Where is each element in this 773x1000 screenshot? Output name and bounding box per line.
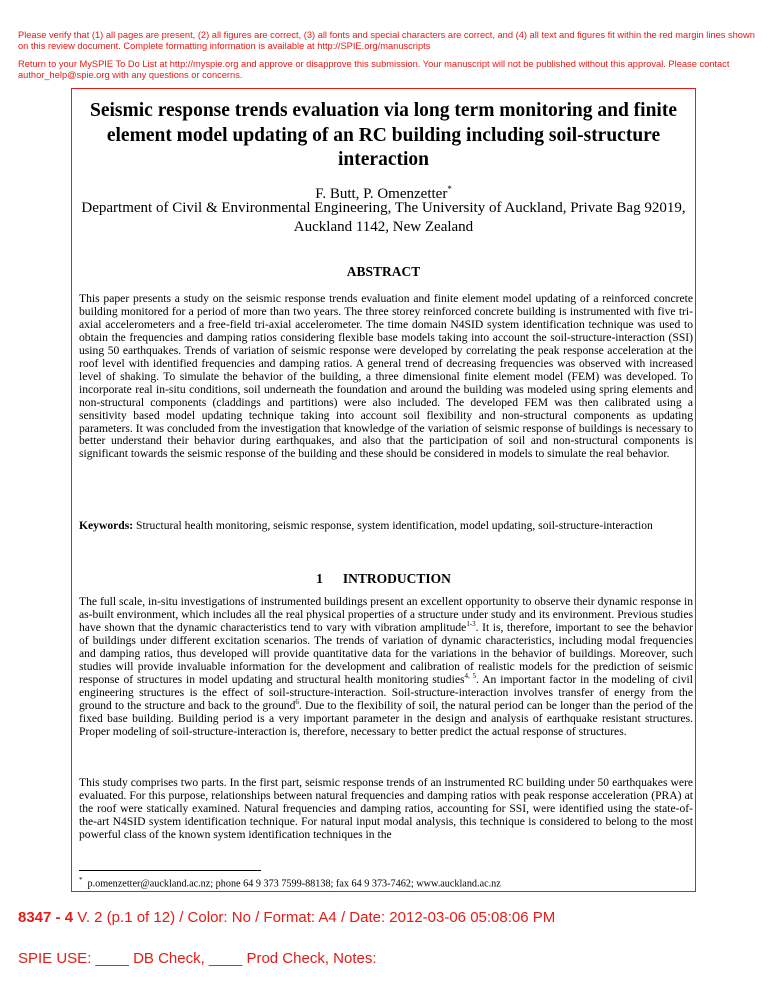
keywords-list: Structural health monitoring, seismic response, system identification, model updating, soil-structure-interaction xyxy=(136,519,653,532)
review-notice-line1: Please verify that (1) all pages are present, (2) all figures are correct, (3) all fonts and special characters are correct, and (4) all text and figures fit within the red margin lines shown on this review document. Complete formatting information is available at http://SPIE.org/manuscripts xyxy=(18,30,755,51)
paper-title: Seismic response trends evaluation via long term monitoring and finite element model updating of an RC building including soil-structure interaction xyxy=(90,100,677,170)
author-affiliation: Department of Civil & Environmental Engineering, The University of Auckland, Private Bag 92019, Auckland 1142, New Zealand xyxy=(81,200,686,235)
citation-ref: 4, 5 xyxy=(464,671,476,680)
submission-status-line xyxy=(18,909,555,926)
abstract-heading: ABSTRACT xyxy=(346,264,421,279)
submission-details: V. 2 (p.1 of 12) / Color: No / Format: A4 / Date: 2012-03-06 05:08:06 PM xyxy=(73,909,556,926)
keywords-label: Keywords: xyxy=(79,519,134,532)
footnote-text: p.omenzetter@auckland.ac.nz; phone 64 9 373 7599-88138; fax 64 9 373-7462; www.auckland.ac.nz xyxy=(87,878,501,890)
intro-p1-text-c: . An important factor in the modeling of civil engineering structures is the effect of soil-structure-interaction. Soil-structure-interaction involves transfer of energy from the ground to the structure and back to the ground xyxy=(79,672,694,712)
footnote xyxy=(79,874,693,890)
intro-paragraph-1 xyxy=(79,596,693,738)
paper-id: 8347 - 4 xyxy=(18,909,74,926)
intro-p1-text-a: The full scale, in-situ investigations of instrumented buildings present an excellent opportunity to observe their dynamic response in as-built environment, which includes all the real physical properties of a structure under study and its environment. Previous studies have shown that the dynamic characteristics tend to vary with vibration amplitude xyxy=(79,595,693,634)
author-footnote-mark: * xyxy=(447,184,452,194)
author-names: F. Butt, P. Omenzetter xyxy=(315,186,448,202)
intro-p1-text-b: . It is, therefore, important to see the behavior of buildings under different excitation scenarios. The trends of variation of dynamic characteristics, including modal frequencies and damping ratios, thus developed will provide quantitative data for the variations in the behavior of buildings. Moreover, such studies will provide invaluable information for the development and calibration of realistic models for the prediction of seismic response of structures in model updating and structural health monitoring studies xyxy=(79,620,693,686)
section-heading-introduction xyxy=(71,571,696,587)
spie-use-checklist: SPIE USE: ____ DB Check, ____ Prod Check, Notes: xyxy=(18,950,377,967)
section-number: 1 xyxy=(316,571,323,586)
citation-ref: 1-3 xyxy=(466,620,476,629)
abstract-text: This paper presents a study on the seismic response trends evaluation and finite element model updating of a reinforced concrete building monitored for a period of more than two years. The three storey reinforced concrete building is instrumented with five tri-axial accelerometers and a free-field tri-axial accelerometer. The time domain N4SID system identification technique was used to obtain the frequencies and damping ratios considering flexible base models taking into account the soil-structure-interaction (SSI) using 50 earthquakes. Trends of variation of seismic response were developed by correlating the peak response acceleration at the roof level with identified frequencies and damping ratios. A general trend of decreasing frequencies was observed with increased level of shaking. To simulate the behavior of the building, a three dimensional finite element model (FEM) was developed. To incorporate real in-situ conditions, soil underneath the foundation and around the building was modeled using spring elements and non-structural components (claddings and partitions) were also included. The developed FEM was then calibrated using a sensitivity based model updating technique taking into account soil flexibility and non-structural components as updating parameters. It was concluded from the investigation that knowledge of the variation of seismic response of buildings is necessary to better understand their behavior during earthquakes, and also that the participation of soil and non-structural components is significant towards the seismic response of the building and these should be considered in models to simulate the real behavior. xyxy=(79,292,693,461)
intro-p1-text-d: . Due to the flexibility of soil, the natural period can be longer than the period of the fixed base building. Building period is a very important parameter in the design and analysis of earthquake resistant structures. Proper modeling of soil-structure-interaction is, therefore, necessary to better predict the actual response of structures. xyxy=(79,698,693,738)
review-notice-line2: Return to your MySPIE To Do List at http://myspie.org and approve or disapprove this submission. Your manuscript will not be published without this approval. Please contact author_help@spie.org with any questions or concerns. xyxy=(18,59,730,80)
citation-ref: 6 xyxy=(295,697,299,706)
footnote-mark: * xyxy=(79,876,83,884)
keywords xyxy=(79,520,693,533)
intro-paragraph-2: This study comprises two parts. In the first part, seismic response trends of an instrumented RC building under 50 earthquakes were evaluated. For this purpose, relationships between natural frequencies and damping ratios with peak response acceleration (PRA) at the roof were statically examined. Natural frequencies and damping ratios, accounting for SSI, were identified using the state-of-the-art N4SID system identification technique. For natural input modal analysis, this technique is considered to belong to the most powerful class of the known system identification techniques in the xyxy=(79,776,693,841)
section-title: INTRODUCTION xyxy=(342,571,451,586)
footnote-rule xyxy=(79,870,261,871)
